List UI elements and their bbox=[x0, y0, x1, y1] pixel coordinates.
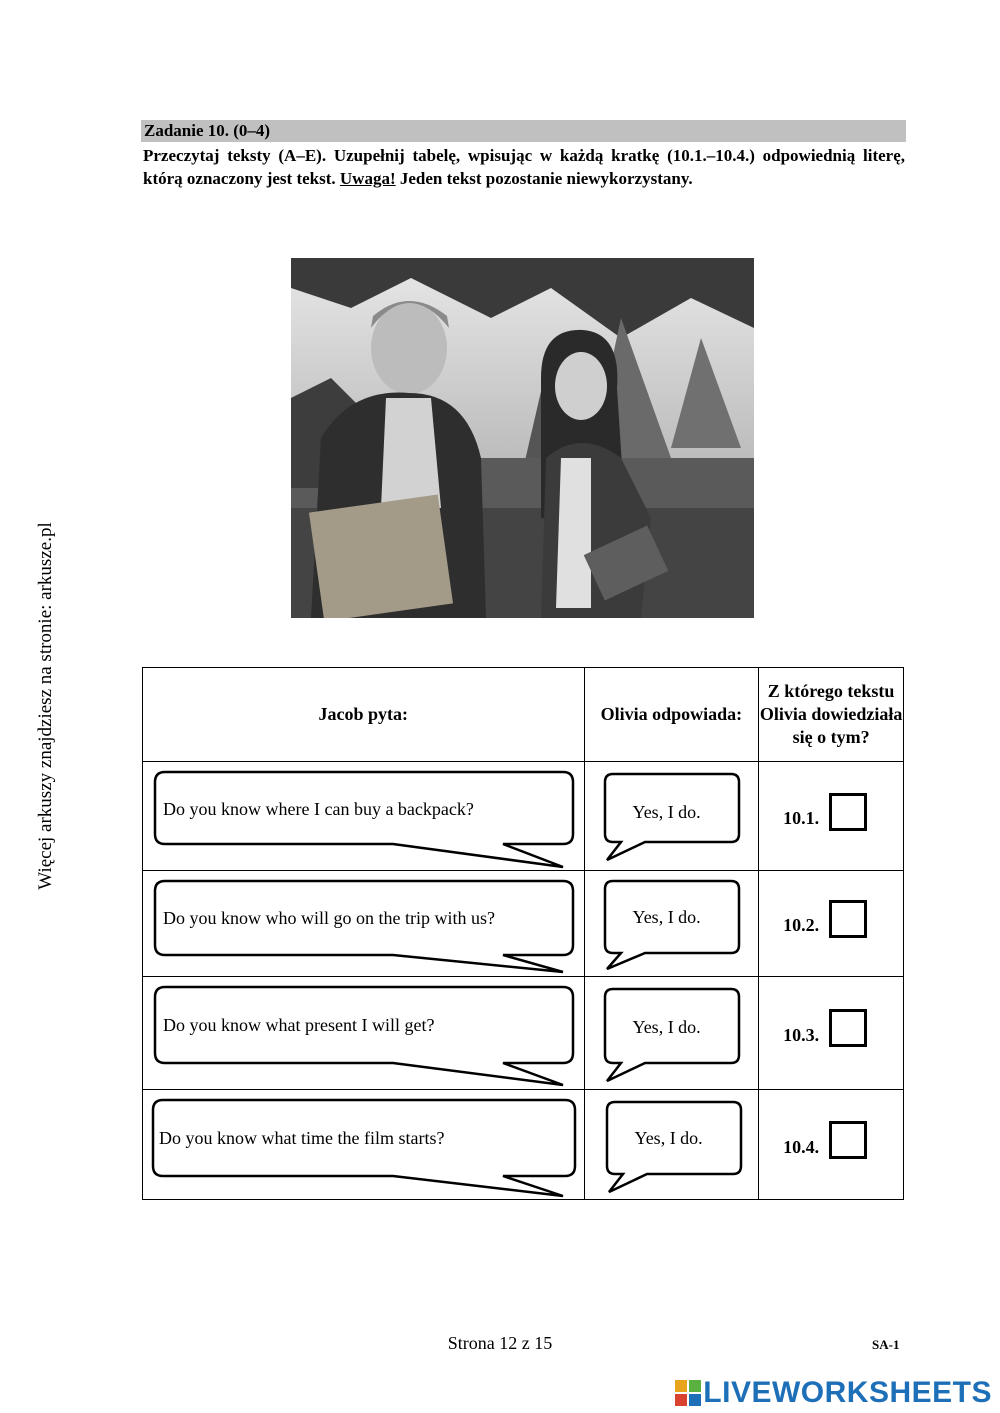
answer-table bbox=[142, 667, 904, 1200]
item-number: 10.3. bbox=[783, 1025, 820, 1045]
header-jacob: Jacob pyta: bbox=[143, 668, 585, 762]
letter-cell bbox=[759, 871, 904, 977]
answer-cell bbox=[584, 977, 759, 1090]
answer-cell bbox=[584, 762, 759, 871]
item-number: 10.4. bbox=[783, 1137, 820, 1157]
answer-text: Yes, I do. bbox=[632, 1017, 701, 1037]
table-header-row bbox=[143, 668, 904, 762]
item-number: 10.2. bbox=[783, 915, 820, 935]
liveworksheets-logo-icon bbox=[675, 1380, 701, 1406]
question-text: Do you know what present I will get? bbox=[163, 1015, 435, 1035]
question-text: Do you know what time the film starts? bbox=[159, 1128, 445, 1148]
header-which-text: Z którego tekstu Olivia dowiedziała się o tym? bbox=[759, 668, 904, 762]
instruction-main: Przeczytaj teksty (A–E). Uzupełnij tabelę, wpisując w każdą kratkę (10.1.–10.4.) odpowiednią literę, którą oznaczony jest tekst. bbox=[143, 146, 905, 188]
letter-cell bbox=[759, 977, 904, 1090]
answer-box[interactable] bbox=[829, 900, 867, 938]
exam-code: SA-1 bbox=[872, 1337, 900, 1352]
table-row bbox=[143, 871, 904, 977]
task-title: Zadanie 10. (0–4) bbox=[141, 120, 906, 142]
question-cell bbox=[143, 762, 585, 871]
answer-cell bbox=[584, 1090, 759, 1200]
answer-text: Yes, I do. bbox=[632, 802, 701, 822]
answer-text: Yes, I do. bbox=[634, 1128, 703, 1148]
letter-cell bbox=[759, 1090, 904, 1200]
item-number: 10.1. bbox=[783, 808, 820, 828]
question-cell bbox=[143, 977, 585, 1090]
table-row bbox=[143, 762, 904, 871]
instruction-uwaga: Uwaga! bbox=[339, 169, 396, 188]
answer-box[interactable] bbox=[829, 1121, 867, 1159]
liveworksheets-logo[interactable] bbox=[675, 1376, 992, 1410]
question-cell bbox=[143, 1090, 585, 1200]
instruction-end: Jeden tekst pozostanie niewykorzystany. bbox=[395, 169, 693, 188]
side-note: Więcej arkuszy znajdziesz na stronie: arkusze.pl bbox=[35, 522, 56, 890]
question-text: Do you know who will go on the trip with us? bbox=[163, 908, 495, 928]
page-number: Strona 12 z 15 bbox=[447, 1333, 553, 1353]
answer-cell bbox=[584, 871, 759, 977]
question-text: Do you know where I can buy a backpack? bbox=[163, 799, 474, 819]
brand-name: LIVEWORKSHEETS bbox=[703, 1376, 992, 1409]
letter-cell bbox=[759, 762, 904, 871]
photo-teens bbox=[291, 258, 754, 618]
answer-text: Yes, I do. bbox=[632, 907, 701, 927]
answer-box[interactable] bbox=[829, 793, 867, 831]
task-instruction bbox=[143, 144, 905, 190]
header-olivia: Olivia odpowiada: bbox=[584, 668, 759, 762]
table-row bbox=[143, 977, 904, 1090]
table-row bbox=[143, 1090, 904, 1200]
question-cell bbox=[143, 871, 585, 977]
answer-box[interactable] bbox=[829, 1009, 867, 1047]
